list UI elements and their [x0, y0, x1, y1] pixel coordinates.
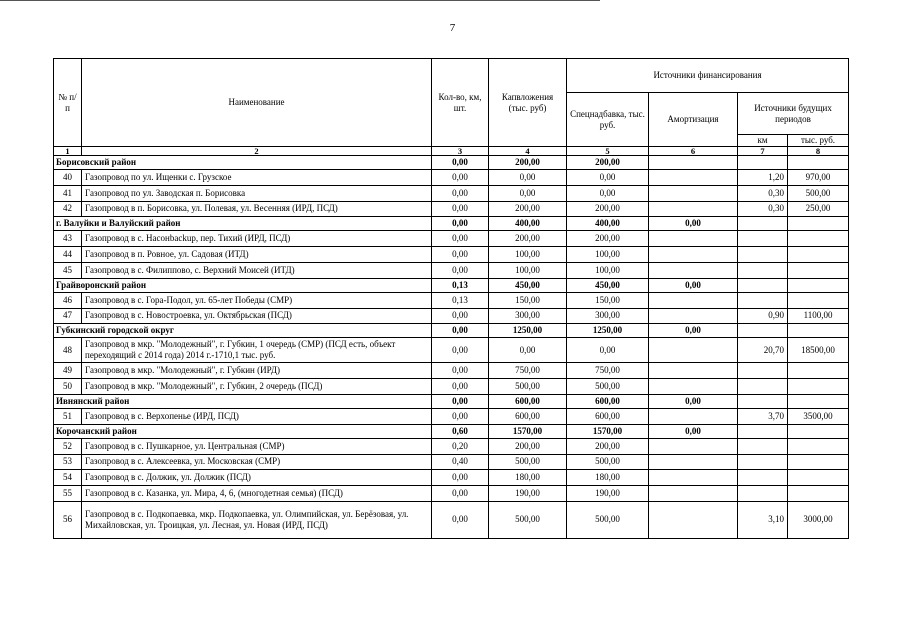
row-trub — [788, 454, 849, 470]
district-km — [738, 324, 788, 338]
row-amort — [649, 408, 738, 424]
table-row — [54, 501, 849, 538]
header-trub: тыс. руб. — [788, 135, 849, 147]
row-name: Газопровод в мкр. "Молодежный", г. Губкин (ИРД) — [82, 363, 432, 379]
district-qty: 0,00 — [432, 217, 489, 231]
row-km — [738, 247, 788, 263]
row-trub: 250,00 — [788, 201, 849, 217]
table-row — [54, 292, 849, 308]
row-special: 200,00 — [567, 231, 649, 247]
row-special: 0,00 — [567, 338, 649, 363]
district-special: 600,00 — [567, 394, 649, 408]
district-km — [738, 156, 788, 170]
row-trub: 3500,00 — [788, 408, 849, 424]
row-name: Газопровод в мкр. "Молодежный", г. Губкин, 2 очередь (ПСД) — [82, 379, 432, 395]
row-km — [738, 379, 788, 395]
district-row — [54, 217, 849, 231]
district-invest: 200,00 — [489, 156, 567, 170]
row-amort — [649, 201, 738, 217]
row-amort — [649, 438, 738, 454]
district-trub — [788, 324, 849, 338]
row-name: Газопровод в п. Ровное, ул. Садовая (ИТД) — [82, 247, 432, 263]
col-number: 4 — [489, 147, 567, 156]
row-km — [738, 470, 788, 486]
table-row — [54, 231, 849, 247]
row-name: Газопровод в с. Должик, ул. Должик (ПСД) — [82, 470, 432, 486]
district-qty: 0,60 — [432, 424, 489, 438]
row-invest: 150,00 — [489, 292, 567, 308]
district-special: 450,00 — [567, 278, 649, 292]
row-qty: 0,00 — [432, 231, 489, 247]
row-name: Газопровод в с. Пушкарное, ул. Центральная (СМР) — [82, 438, 432, 454]
row-trub — [788, 438, 849, 454]
district-invest: 1570,00 — [489, 424, 567, 438]
header-special: Спецнадбавка, тыс. руб. — [567, 93, 649, 147]
col-number: 1 — [54, 147, 82, 156]
row-number: 49 — [54, 363, 82, 379]
row-name: Газопровод в с. Гора-Подол, ул. 65-лет Победы (СМР) — [82, 292, 432, 308]
col-number: 8 — [788, 147, 849, 156]
table-row — [54, 408, 849, 424]
header-future: Источники будущих периодов — [738, 93, 849, 135]
row-trub: 1100,00 — [788, 308, 849, 324]
row-trub — [788, 292, 849, 308]
row-special: 500,00 — [567, 454, 649, 470]
district-km — [738, 278, 788, 292]
row-km: 20,70 — [738, 338, 788, 363]
district-name: Корочанский район — [54, 424, 432, 438]
col-number: 6 — [649, 147, 738, 156]
row-number: 43 — [54, 231, 82, 247]
page-number: 7 — [449, 22, 456, 34]
table-row — [54, 201, 849, 217]
row-invest: 500,00 — [489, 454, 567, 470]
row-amort — [649, 379, 738, 395]
district-row — [54, 394, 849, 408]
row-invest: 600,00 — [489, 408, 567, 424]
row-km: 0,90 — [738, 308, 788, 324]
row-trub — [788, 247, 849, 263]
header-km: км — [738, 135, 788, 147]
row-trub — [788, 470, 849, 486]
table-row — [54, 338, 849, 363]
row-number: 47 — [54, 308, 82, 324]
scan-top-line — [0, 0, 600, 1]
header-sources: Источники финансирования — [567, 59, 849, 93]
district-amort: 0,00 — [649, 278, 738, 292]
row-number: 48 — [54, 338, 82, 363]
row-invest: 500,00 — [489, 379, 567, 395]
row-special: 300,00 — [567, 308, 649, 324]
row-invest: 200,00 — [489, 438, 567, 454]
table-row — [54, 262, 849, 278]
district-trub — [788, 217, 849, 231]
district-name: Губкинский городской округ — [54, 324, 432, 338]
row-qty: 0,00 — [432, 338, 489, 363]
row-qty: 0,00 — [432, 379, 489, 395]
row-invest: 0,00 — [489, 338, 567, 363]
row-special: 200,00 — [567, 201, 649, 217]
row-km — [738, 231, 788, 247]
row-trub: 970,00 — [788, 170, 849, 186]
row-trub — [788, 262, 849, 278]
district-name: г. Валуйки и Валуйский район — [54, 217, 432, 231]
row-qty: 0,00 — [432, 308, 489, 324]
district-qty: 0,00 — [432, 156, 489, 170]
district-invest: 1250,00 — [489, 324, 567, 338]
row-km: 1,20 — [738, 170, 788, 186]
district-invest: 600,00 — [489, 394, 567, 408]
district-special: 1250,00 — [567, 324, 649, 338]
district-km — [738, 217, 788, 231]
row-number: 46 — [54, 292, 82, 308]
table-row — [54, 379, 849, 395]
row-amort — [649, 501, 738, 538]
row-qty: 0,00 — [432, 501, 489, 538]
row-special: 600,00 — [567, 408, 649, 424]
row-amort — [649, 338, 738, 363]
col-number: 2 — [82, 147, 432, 156]
row-name: Газопровод в с. Филиппово, с. Верхний Моисей (ИТД) — [82, 262, 432, 278]
table-row — [54, 247, 849, 263]
table-row — [54, 363, 849, 379]
col-number: 7 — [738, 147, 788, 156]
row-special: 100,00 — [567, 247, 649, 263]
table-row — [54, 486, 849, 502]
row-km — [738, 262, 788, 278]
row-trub — [788, 363, 849, 379]
row-invest: 750,00 — [489, 363, 567, 379]
row-name: Газопровод в с. Верхопенье (ИРД, ПСД) — [82, 408, 432, 424]
row-name: Газопровод в п. Борисовка, ул. Полевая, ул. Весенняя (ИРД, ПСД) — [82, 201, 432, 217]
row-number: 45 — [54, 262, 82, 278]
table-row — [54, 454, 849, 470]
row-km: 0,30 — [738, 201, 788, 217]
district-name: Ивнянский район — [54, 394, 432, 408]
row-amort — [649, 262, 738, 278]
row-special: 750,00 — [567, 363, 649, 379]
table-row — [54, 170, 849, 186]
table-row — [54, 185, 849, 201]
district-km — [738, 394, 788, 408]
table-row — [54, 308, 849, 324]
col-number: 3 — [432, 147, 489, 156]
district-invest: 450,00 — [489, 278, 567, 292]
row-amort — [649, 470, 738, 486]
district-special: 1570,00 — [567, 424, 649, 438]
row-number: 41 — [54, 185, 82, 201]
row-invest: 200,00 — [489, 231, 567, 247]
row-special: 190,00 — [567, 486, 649, 502]
district-trub — [788, 278, 849, 292]
row-qty: 0,20 — [432, 438, 489, 454]
district-amort: 0,00 — [649, 324, 738, 338]
row-invest: 180,00 — [489, 470, 567, 486]
row-number: 40 — [54, 170, 82, 186]
row-km — [738, 363, 788, 379]
district-trub — [788, 424, 849, 438]
header-num: № п/п — [54, 59, 82, 147]
row-invest: 0,00 — [489, 185, 567, 201]
row-qty: 0,40 — [432, 454, 489, 470]
row-invest: 0,00 — [489, 170, 567, 186]
row-special: 500,00 — [567, 379, 649, 395]
row-name: Газопровод в с. Насонbackup, пер. Тихий (ИРД, ПСД) — [82, 231, 432, 247]
row-trub — [788, 486, 849, 502]
district-trub — [788, 394, 849, 408]
table-body — [54, 147, 849, 539]
row-trub: 3000,00 — [788, 501, 849, 538]
district-amort: 0,00 — [649, 424, 738, 438]
row-invest: 100,00 — [489, 247, 567, 263]
district-row — [54, 324, 849, 338]
row-number: 42 — [54, 201, 82, 217]
row-qty: 0,00 — [432, 201, 489, 217]
col-number: 5 — [567, 147, 649, 156]
row-number: 44 — [54, 247, 82, 263]
row-amort — [649, 486, 738, 502]
row-km — [738, 292, 788, 308]
row-qty: 0,00 — [432, 262, 489, 278]
district-invest: 400,00 — [489, 217, 567, 231]
header-name: Наименование — [82, 59, 432, 147]
row-special: 100,00 — [567, 262, 649, 278]
row-qty: 0,00 — [432, 247, 489, 263]
row-name: Газопровод в мкр. "Молодежный", г. Губкин, 1 очередь (СМР) (ПСД есть, объект переходящий с 2014 года) 2014 г.-1710,1 тыс. руб. — [82, 338, 432, 363]
row-amort — [649, 363, 738, 379]
row-special: 500,00 — [567, 501, 649, 538]
header-invest: Капвложения (тыс. руб) — [489, 59, 567, 147]
row-km: 3,10 — [738, 501, 788, 538]
row-number: 50 — [54, 379, 82, 395]
header-amort: Амортизация — [649, 93, 738, 147]
row-amort — [649, 170, 738, 186]
district-name: Грайворонский район — [54, 278, 432, 292]
district-name: Борисовский район — [54, 156, 432, 170]
district-row — [54, 424, 849, 438]
row-amort — [649, 292, 738, 308]
row-trub: 18500,00 — [788, 338, 849, 363]
row-km — [738, 454, 788, 470]
row-name: Газопровод в с. Новостроевка, ул. Октябрьская (ПСД) — [82, 308, 432, 324]
row-name: Газопровод в с. Подкопаевка, мкр. Подкопаевка, ул. Олимпийская, ул. Берёзовая, ул. Михайловская, ул. Троицкая, ул. Лесная, ул. Новая (ИРД, ПСД) — [82, 501, 432, 538]
row-trub — [788, 231, 849, 247]
row-invest: 500,00 — [489, 501, 567, 538]
district-amort — [649, 156, 738, 170]
row-invest: 190,00 — [489, 486, 567, 502]
row-invest: 300,00 — [489, 308, 567, 324]
district-qty: 0,00 — [432, 394, 489, 408]
row-name: Газопровод в с. Казанка, ул. Мира, 4, 6, (многодетная семья) (ПСД) — [82, 486, 432, 502]
row-number: 52 — [54, 438, 82, 454]
row-special: 200,00 — [567, 438, 649, 454]
row-qty: 0,00 — [432, 185, 489, 201]
district-row — [54, 156, 849, 170]
district-trub — [788, 156, 849, 170]
row-amort — [649, 454, 738, 470]
row-trub — [788, 379, 849, 395]
row-name: Газопровод по ул. Заводская п. Борисовка — [82, 185, 432, 201]
row-km — [738, 486, 788, 502]
district-special: 400,00 — [567, 217, 649, 231]
row-km: 0,30 — [738, 185, 788, 201]
row-number: 51 — [54, 408, 82, 424]
row-invest: 100,00 — [489, 262, 567, 278]
row-special: 180,00 — [567, 470, 649, 486]
district-qty: 0,00 — [432, 324, 489, 338]
row-name: Газопровод в с. Алексеевка, ул. Московская (СМР) — [82, 454, 432, 470]
row-qty: 0,00 — [432, 408, 489, 424]
row-number: 54 — [54, 470, 82, 486]
row-amort — [649, 185, 738, 201]
row-qty: 0,00 — [432, 363, 489, 379]
row-qty: 0,00 — [432, 170, 489, 186]
row-special: 0,00 — [567, 170, 649, 186]
table-row — [54, 470, 849, 486]
row-amort — [649, 308, 738, 324]
row-qty: 0,00 — [432, 470, 489, 486]
row-qty: 0,00 — [432, 486, 489, 502]
header-qty: Кол-во, км, шт. — [432, 59, 489, 147]
district-km — [738, 424, 788, 438]
district-special: 200,00 — [567, 156, 649, 170]
row-amort — [649, 247, 738, 263]
district-amort: 0,00 — [649, 394, 738, 408]
row-number: 53 — [54, 454, 82, 470]
row-name: Газопровод по ул. Ищенки с. Грузское — [82, 170, 432, 186]
financing-table — [53, 58, 849, 539]
column-numbers-row — [54, 147, 849, 156]
row-number: 56 — [54, 501, 82, 538]
row-km — [738, 438, 788, 454]
row-amort — [649, 231, 738, 247]
row-special: 0,00 — [567, 185, 649, 201]
row-invest: 200,00 — [489, 201, 567, 217]
row-qty: 0,13 — [432, 292, 489, 308]
row-trub: 500,00 — [788, 185, 849, 201]
district-qty: 0,13 — [432, 278, 489, 292]
row-number: 55 — [54, 486, 82, 502]
row-km: 3,70 — [738, 408, 788, 424]
table-row — [54, 438, 849, 454]
row-special: 150,00 — [567, 292, 649, 308]
district-row — [54, 278, 849, 292]
district-amort: 0,00 — [649, 217, 738, 231]
